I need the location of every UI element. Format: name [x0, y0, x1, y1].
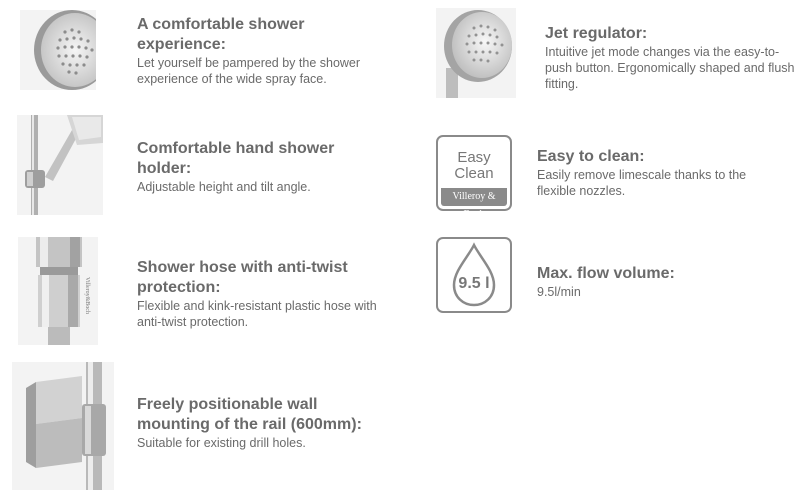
- shower-head-side-image: [436, 8, 516, 98]
- feature-description: Let yourself be pampered by the shower experience of the wide spray face.: [137, 56, 361, 86]
- feature-title: Max. flow volume:: [537, 265, 675, 282]
- badge-easy-text: Easy: [457, 149, 491, 166]
- easy-clean-badge: [436, 135, 512, 220]
- feature-title: Freely positionable wall mounting of the rail (600mm):: [137, 396, 362, 433]
- hose-connector-image: [18, 237, 98, 345]
- feature-description: Suitable for existing drill holes.: [137, 436, 306, 450]
- badge-clean-text: Clean: [454, 165, 494, 182]
- feature-description: Adjustable height and tilt angle.: [137, 180, 311, 194]
- feature-description: 9.5l/min: [537, 285, 581, 299]
- badge-brand-text: Villeroy & Boch: [441, 188, 507, 206]
- flow-volume-badge: [436, 237, 512, 313]
- flow-value-text: 9.5 l: [458, 275, 490, 292]
- feature-title: Jet regulator:: [545, 25, 648, 42]
- feature-title: Shower hose with anti-twist protection:: [137, 259, 348, 296]
- feature-title: Comfortable hand shower holder:: [137, 140, 335, 177]
- shower-head-front-image: [20, 10, 96, 90]
- feature-title: A comfortable shower experience:: [137, 16, 305, 53]
- wall-bracket-image: [12, 362, 114, 490]
- hand-shower-holder-image: [17, 115, 103, 215]
- feature-description: Flexible and kink-resistant plastic hose with anti-twist protection.: [137, 299, 377, 329]
- feature-description: Intuitive jet mode changes via the easy-to-push button. Ergonomically shaped and flush fitting.: [545, 45, 795, 91]
- feature-description: Easily remove limescale thanks to the flexible nozzles.: [537, 168, 747, 198]
- hose-brand-label: Villeroy&Boch: [84, 277, 90, 314]
- feature-title: Easy to clean:: [537, 148, 645, 165]
